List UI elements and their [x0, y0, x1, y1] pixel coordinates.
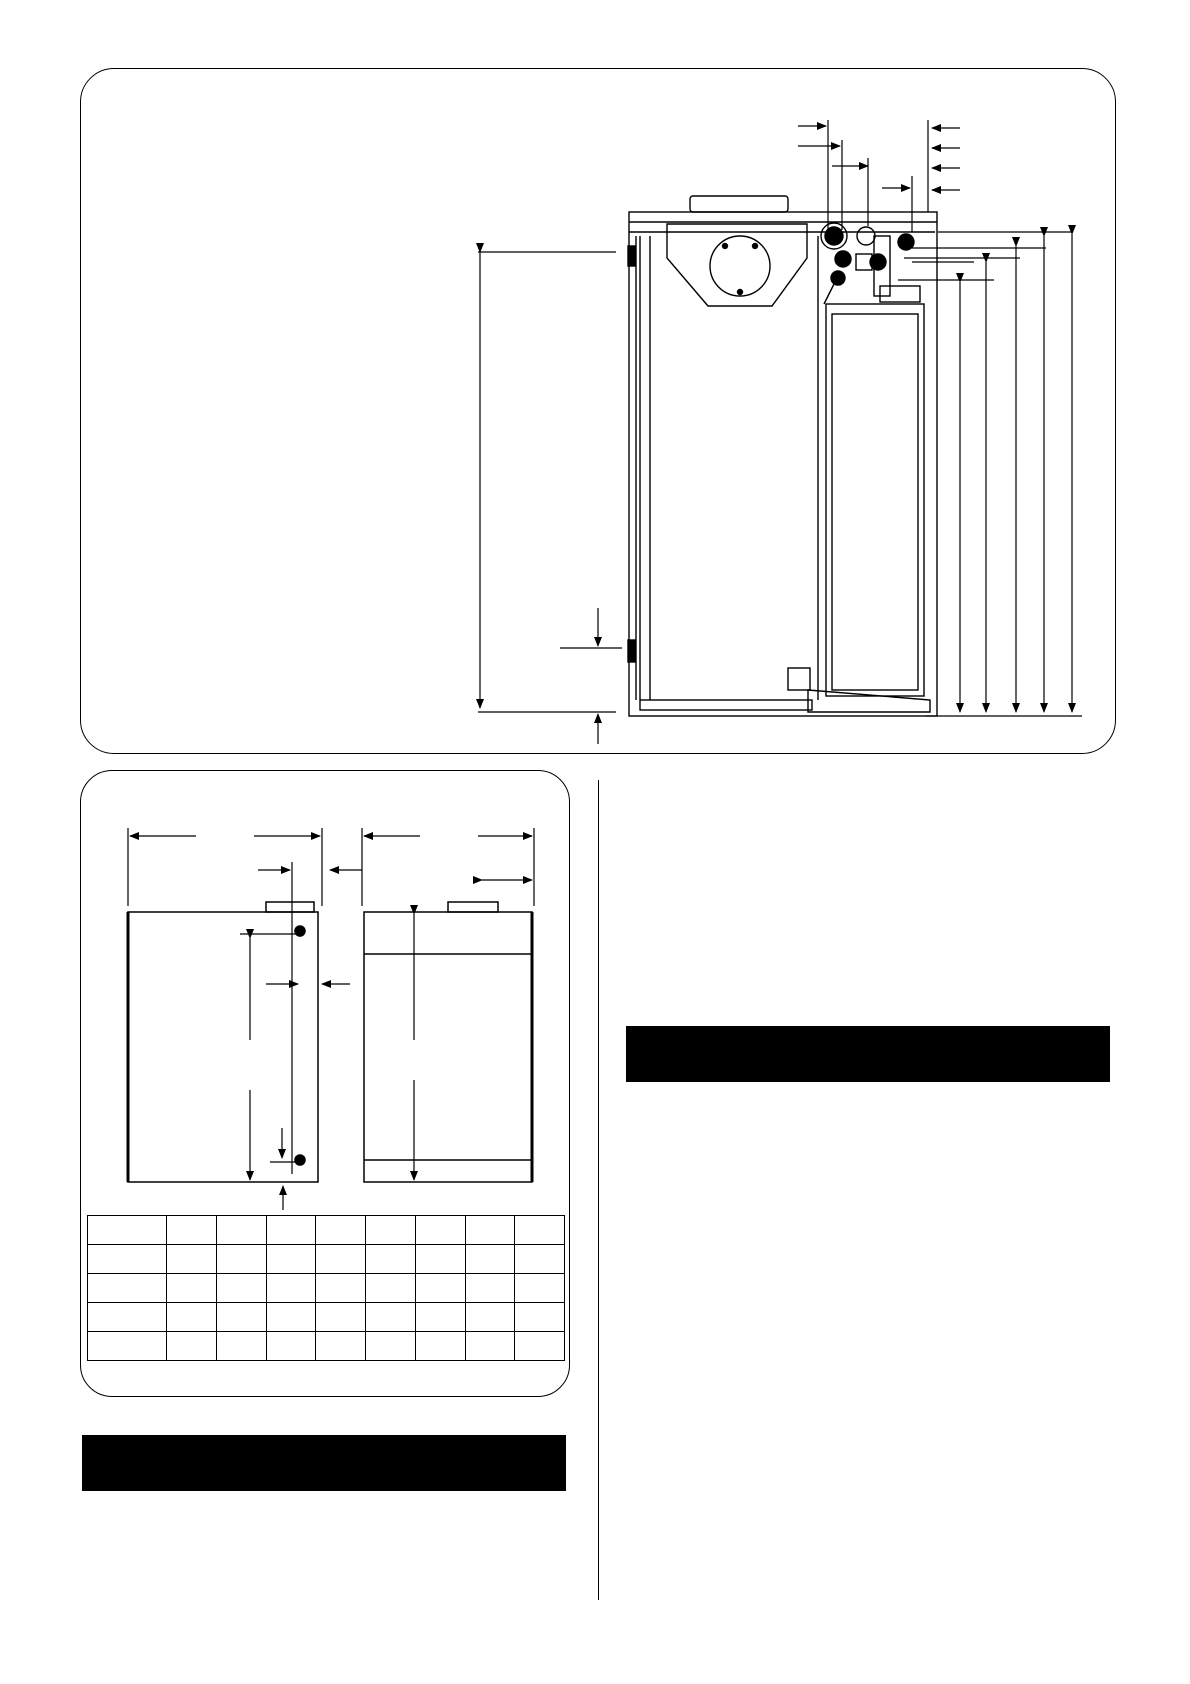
table-cell [465, 1216, 515, 1245]
table-cell [366, 1245, 416, 1274]
table-cell [167, 1274, 217, 1303]
table-cell [167, 1216, 217, 1245]
table-cell [515, 1274, 565, 1303]
table-cell [415, 1274, 465, 1303]
table-cell [216, 1274, 266, 1303]
table-cell [316, 1274, 366, 1303]
table-cell [266, 1274, 316, 1303]
table-cell [465, 1274, 515, 1303]
table-cell [216, 1245, 266, 1274]
table-cell [366, 1303, 416, 1332]
mounting-hole-top [295, 926, 305, 936]
table-cell [216, 1216, 266, 1245]
table-cell [366, 1332, 416, 1361]
table-cell [216, 1332, 266, 1361]
table-cell [366, 1216, 416, 1245]
table-cell [316, 1303, 366, 1332]
table-cell [88, 1332, 167, 1361]
table-cell [415, 1303, 465, 1332]
table-cell [88, 1303, 167, 1332]
table-cell [88, 1245, 167, 1274]
table-cell [266, 1216, 316, 1245]
table-row [88, 1303, 565, 1332]
table-cell [515, 1216, 565, 1245]
table-row [88, 1245, 565, 1274]
table-row [88, 1274, 565, 1303]
column-divider [598, 780, 599, 1600]
table-cell [415, 1245, 465, 1274]
table-cell [415, 1216, 465, 1245]
table-cell [465, 1245, 515, 1274]
table-cell [88, 1274, 167, 1303]
table-row [88, 1216, 565, 1245]
table-cell [266, 1303, 316, 1332]
table-cell [515, 1332, 565, 1361]
table-cell [167, 1245, 217, 1274]
table-cell [465, 1303, 515, 1332]
front-view-casing [128, 912, 318, 1182]
table-cell [167, 1332, 217, 1361]
table-cell [515, 1245, 565, 1274]
section-header-bar-right [626, 1026, 1110, 1082]
table-cell [316, 1216, 366, 1245]
table-cell [316, 1332, 366, 1361]
section-header-bar-left [82, 1435, 566, 1491]
mounting-hole-bottom [295, 1155, 305, 1165]
dimension-table [87, 1215, 565, 1361]
table-cell [366, 1274, 416, 1303]
side-view-casing [364, 912, 532, 1182]
table-cell [515, 1303, 565, 1332]
table-cell [266, 1245, 316, 1274]
table-cell [88, 1216, 167, 1245]
table-cell [316, 1245, 366, 1274]
table-cell [216, 1303, 266, 1332]
table-cell [415, 1332, 465, 1361]
table-cell [266, 1332, 316, 1361]
table-cell [167, 1303, 217, 1332]
table-row [88, 1332, 565, 1361]
table-cell [465, 1332, 515, 1361]
